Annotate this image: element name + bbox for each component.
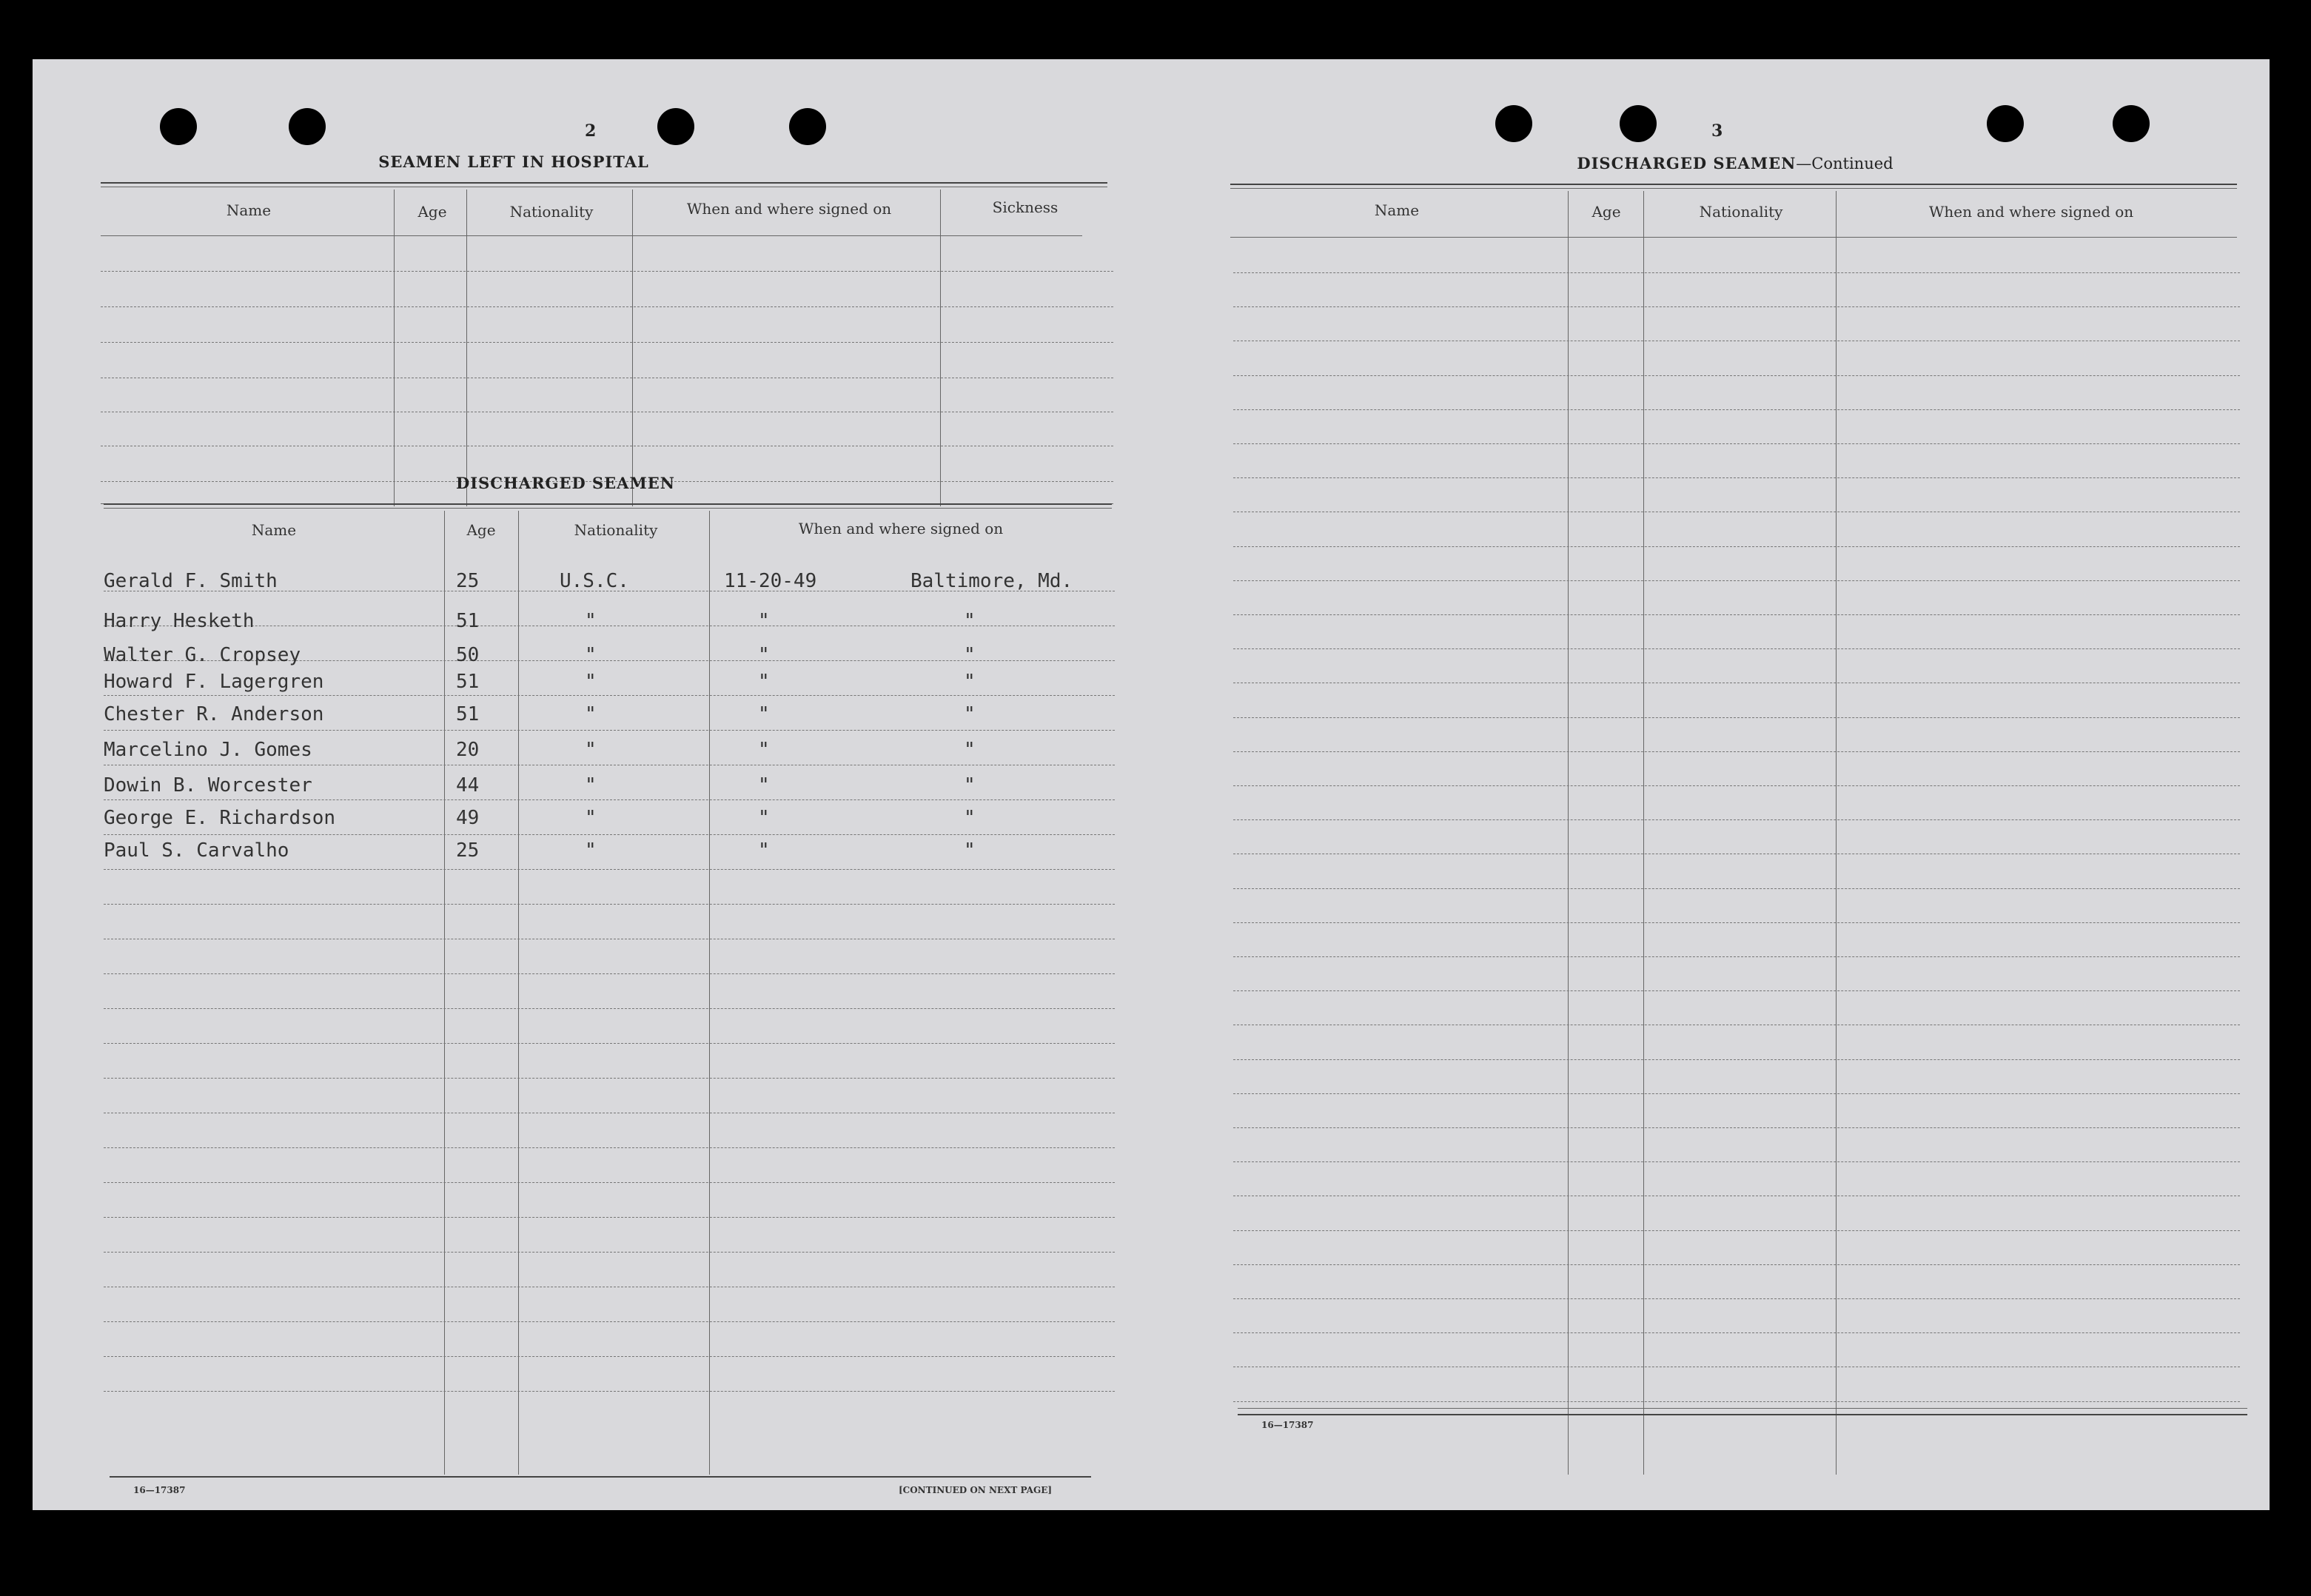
column-header: Name bbox=[1374, 201, 1420, 219]
punch-hole-icon bbox=[1620, 105, 1657, 142]
seaman-nationality: " bbox=[585, 671, 597, 693]
signed-on-date: " bbox=[758, 774, 770, 797]
seaman-name: Harry Hesketh bbox=[104, 610, 255, 632]
seaman-age: 25 bbox=[456, 839, 480, 862]
seaman-name: George E. Richardson bbox=[104, 807, 336, 829]
divider bbox=[1238, 1408, 2247, 1409]
column-rule bbox=[1568, 191, 1569, 1475]
divider bbox=[1230, 184, 2237, 185]
entry-line bbox=[1233, 751, 2240, 752]
seaman-name: Howard F. Lagergren bbox=[104, 671, 324, 693]
entry-line bbox=[104, 1182, 1115, 1183]
page-number: 2 bbox=[585, 121, 597, 141]
signed-on-place: " bbox=[964, 774, 976, 797]
column-rule bbox=[632, 190, 633, 506]
signed-on-place: " bbox=[964, 671, 976, 693]
punch-hole-icon bbox=[160, 108, 197, 145]
seaman-name: Paul S. Carvalho bbox=[104, 839, 289, 862]
hospital-column-header: Sickness bbox=[992, 198, 1059, 216]
signed-on-date: " bbox=[758, 807, 770, 829]
entry-line bbox=[104, 1078, 1115, 1079]
seaman-name: Dowin B. Worcester bbox=[104, 774, 312, 797]
signed-on-date: 11-20-49 bbox=[724, 570, 817, 592]
seaman-age: 25 bbox=[456, 570, 480, 592]
seaman-nationality: " bbox=[585, 610, 597, 632]
signed-on-place: Baltimore, Md. bbox=[910, 570, 1073, 592]
entry-line bbox=[1233, 546, 2240, 547]
entry-line bbox=[104, 834, 1115, 835]
seaman-age: 51 bbox=[456, 671, 480, 693]
divider bbox=[101, 182, 1107, 184]
continued-note: [CONTINUED ON NEXT PAGE] bbox=[899, 1485, 1053, 1495]
entry-line bbox=[104, 1147, 1115, 1148]
entry-line bbox=[1233, 1230, 2240, 1231]
discharged-column-header: When and where signed on bbox=[798, 520, 1004, 537]
column-header: Age bbox=[1591, 203, 1621, 221]
column-header: Nationality bbox=[1699, 203, 1783, 221]
column-rule bbox=[444, 511, 445, 1475]
form-number: 16—17387 bbox=[133, 1485, 186, 1495]
entry-line bbox=[1233, 1264, 2240, 1265]
entry-line bbox=[1233, 580, 2240, 581]
hospital-section-title: SEAMEN LEFT IN HOSPITAL bbox=[378, 152, 649, 171]
signed-on-date: " bbox=[758, 671, 770, 693]
signed-on-date: " bbox=[758, 644, 770, 666]
entry-line bbox=[104, 1217, 1115, 1218]
entry-line bbox=[104, 1252, 1115, 1253]
discharged-column-header: Nationality bbox=[574, 521, 658, 539]
page-title-main: DISCHARGED SEAMEN bbox=[1577, 154, 1797, 172]
column-rule bbox=[709, 511, 710, 1475]
punch-hole-icon bbox=[289, 108, 326, 145]
entry-line bbox=[1233, 1332, 2240, 1333]
entry-line bbox=[1233, 956, 2240, 957]
signed-on-date: " bbox=[758, 703, 770, 725]
punch-hole-icon bbox=[2113, 105, 2150, 142]
seaman-age: 49 bbox=[456, 807, 480, 829]
entry-line bbox=[1233, 1093, 2240, 1094]
divider bbox=[1230, 188, 2237, 189]
entry-line bbox=[101, 271, 1113, 272]
divider bbox=[110, 1476, 1091, 1478]
entry-line bbox=[1233, 1059, 2240, 1060]
entry-line bbox=[104, 973, 1115, 974]
hospital-column-header: Age bbox=[417, 203, 447, 221]
entry-line bbox=[104, 1008, 1115, 1009]
entry-line bbox=[1233, 717, 2240, 718]
seaman-age: 51 bbox=[456, 703, 480, 725]
entry-line bbox=[101, 342, 1113, 343]
seaman-nationality: " bbox=[585, 739, 597, 761]
column-rule bbox=[1643, 191, 1644, 1475]
entry-line bbox=[1233, 614, 2240, 615]
hospital-column-header: Name bbox=[226, 201, 272, 219]
divider bbox=[101, 235, 1082, 236]
entry-line bbox=[1233, 477, 2240, 478]
entry-line bbox=[104, 904, 1115, 905]
discharged-column-header: Age bbox=[466, 521, 496, 539]
form-number: 16—17387 bbox=[1261, 1420, 1314, 1430]
entry-line bbox=[104, 1356, 1115, 1357]
document-sheet bbox=[33, 59, 2270, 1510]
divider bbox=[104, 508, 1112, 509]
entry-line bbox=[1233, 1401, 2240, 1402]
divider bbox=[104, 503, 1112, 505]
seaman-age: 50 bbox=[456, 644, 480, 666]
entry-line bbox=[104, 1391, 1115, 1392]
column-rule bbox=[466, 190, 467, 506]
entry-line bbox=[1233, 272, 2240, 273]
entry-line bbox=[1233, 1298, 2240, 1299]
entry-line bbox=[1233, 1161, 2240, 1162]
entry-line bbox=[1233, 648, 2240, 649]
punch-hole-icon bbox=[789, 108, 826, 145]
entry-line bbox=[1233, 443, 2240, 444]
column-rule bbox=[518, 511, 519, 1475]
discharged-section-title: DISCHARGED SEAMEN bbox=[456, 474, 675, 492]
entry-line bbox=[1233, 922, 2240, 923]
column-rule bbox=[394, 190, 395, 506]
entry-line bbox=[104, 730, 1115, 731]
page-title bbox=[1476, 154, 1994, 172]
entry-line bbox=[1233, 785, 2240, 786]
entry-line bbox=[104, 695, 1115, 696]
entry-line bbox=[104, 1043, 1115, 1044]
entry-line bbox=[1233, 819, 2240, 820]
punch-hole-icon bbox=[1495, 105, 1532, 142]
hospital-column-header: Nationality bbox=[509, 203, 594, 221]
seaman-nationality: " bbox=[585, 703, 597, 725]
entry-line bbox=[101, 306, 1113, 307]
signed-on-place: " bbox=[964, 807, 976, 829]
discharged-column-header: Name bbox=[251, 521, 297, 539]
signed-on-place: " bbox=[964, 703, 976, 725]
seaman-name: Chester R. Anderson bbox=[104, 703, 324, 725]
entry-line bbox=[104, 799, 1115, 800]
entry-line bbox=[104, 1321, 1115, 1322]
seaman-nationality: " bbox=[585, 774, 597, 797]
signed-on-date: " bbox=[758, 739, 770, 761]
entry-line bbox=[1233, 409, 2240, 410]
divider bbox=[1230, 237, 2237, 238]
entry-line bbox=[1233, 306, 2240, 307]
punch-hole-icon bbox=[657, 108, 694, 145]
seaman-nationality: " bbox=[585, 644, 597, 666]
seaman-nationality: U.S.C. bbox=[560, 570, 629, 592]
seaman-age: 51 bbox=[456, 610, 480, 632]
seaman-name: Gerald F. Smith bbox=[104, 570, 278, 592]
seaman-name: Walter G. Cropsey bbox=[104, 644, 301, 666]
signed-on-place: " bbox=[964, 610, 976, 632]
page-number: 3 bbox=[1711, 121, 1723, 141]
seaman-nationality: " bbox=[585, 839, 597, 862]
entry-line bbox=[1233, 990, 2240, 991]
signed-on-place: " bbox=[964, 839, 976, 862]
signed-on-place: " bbox=[964, 739, 976, 761]
punch-hole-icon bbox=[1987, 105, 2024, 142]
signed-on-place: " bbox=[964, 644, 976, 666]
column-rule bbox=[940, 190, 941, 506]
column-header: When and where signed on bbox=[1928, 203, 2134, 221]
entry-line bbox=[1233, 1127, 2240, 1128]
seaman-name: Marcelino J. Gomes bbox=[104, 739, 312, 761]
column-rule bbox=[1836, 191, 1837, 1475]
entry-line bbox=[1233, 375, 2240, 376]
entry-line bbox=[104, 869, 1115, 870]
signed-on-date: " bbox=[758, 839, 770, 862]
signed-on-date: " bbox=[758, 610, 770, 632]
seaman-age: 44 bbox=[456, 774, 480, 797]
page-title-suffix: —Continued bbox=[1796, 155, 1894, 172]
divider bbox=[1238, 1414, 2247, 1415]
seaman-age: 20 bbox=[456, 739, 480, 761]
hospital-column-header: When and where signed on bbox=[686, 200, 892, 218]
entry-line bbox=[1233, 888, 2240, 889]
seaman-nationality: " bbox=[585, 807, 597, 829]
